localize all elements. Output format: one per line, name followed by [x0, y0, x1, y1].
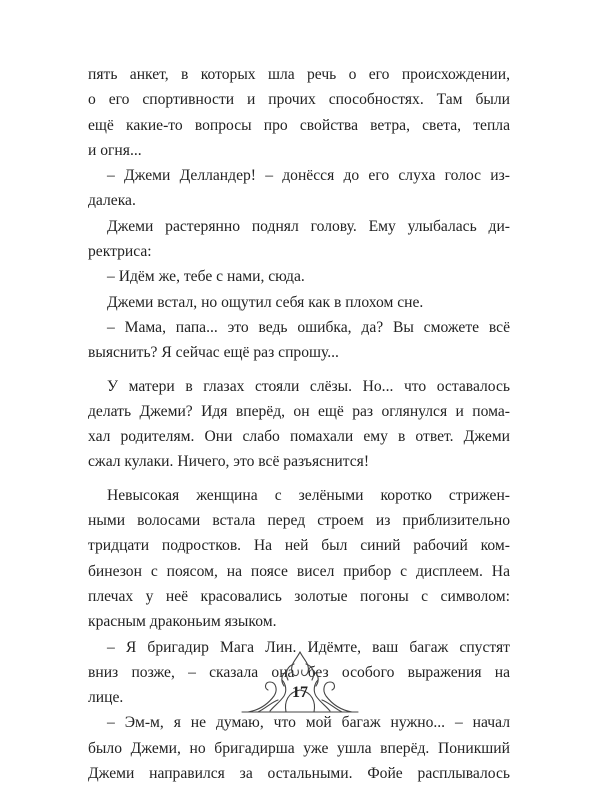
text-line: ректриса: [88, 243, 152, 261]
text-line: делать Джеми? Идя вперёд, он ещё раз оглянулся и пома- [88, 402, 510, 420]
text-line: бинезон с поясом, на поясе висел прибор с дисплеем. На [88, 562, 510, 580]
page-footer [0, 650, 600, 730]
text-line: – Идём же, тебе с нами, сюда. [107, 268, 305, 286]
text-line: Джеми встал, но ощутил себя как в плохом сне. [107, 293, 424, 311]
text-line: красным драконьим языком. [88, 613, 277, 631]
text-line: Джеми растерянно поднял голову. Ему улыбалась ди- [107, 217, 510, 235]
text-line: ными волосами встала перед строем из приблизительно [88, 512, 510, 530]
text-line: о его спортивности и прочих способностях. Там были [88, 91, 510, 109]
text-line: ещё какие-то вопросы про свойства ветра, света, тепла [88, 116, 510, 134]
text-line: У матери в глазах стояли слёзы. Но... что оставалось [107, 377, 510, 395]
text-line: лице. [88, 689, 124, 707]
text-line: – Эм-м, я не думаю, что мой багаж нужно... – начал [107, 714, 510, 732]
text-line: пять анкет, в которых шла речь о его происхождении, [88, 66, 510, 83]
text-line: далека. [88, 192, 136, 210]
text-line: плечах у неё красовались золотые погоны с символом: [88, 587, 510, 605]
text-line: Невысокая женщина с зелёными коротко стрижен- [107, 486, 510, 504]
text-line: – Мама, папа... это ведь ошибка, да? Вы сможете всё [107, 318, 510, 336]
text-line: Джеми направился за остальными. Фойе расплывалось [88, 765, 510, 783]
text-line: сжал кулаки. Ничего, это всё разъяснится! [88, 453, 370, 471]
text-line: и огня... [88, 141, 142, 159]
text-line: было Джеми, но бригадирша уже ушла вперёд. Поникший [88, 739, 510, 757]
text-line: тридцати подростков. На ней был синий рабочий ком- [88, 537, 510, 555]
text-line: – Джеми Делландер! – донёсся до его слуха голос из- [107, 167, 510, 185]
text-line: вниз позже, – сказала она без особого выражения на [88, 663, 510, 681]
text-line: выяснить? Я сейчас ещё раз спрошу... [88, 344, 339, 362]
text-line: – Я бригадир Мага Лин. Идёмте, ваш багаж спустят [107, 638, 510, 656]
page-number: 17 [292, 684, 308, 701]
text-line: хал родителям. Они слабо помахали ему в ответ. Джеми [88, 428, 510, 446]
